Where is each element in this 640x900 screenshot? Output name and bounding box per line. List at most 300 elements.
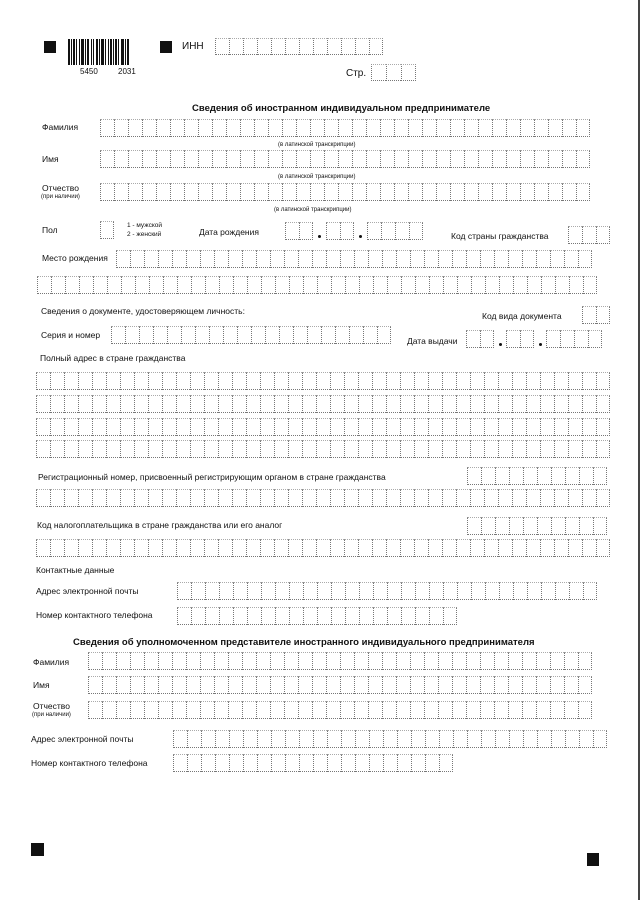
input-cell[interactable] (88, 652, 102, 670)
input-cell[interactable] (128, 150, 142, 168)
input-cell[interactable] (243, 730, 257, 748)
input-cell[interactable] (64, 489, 78, 507)
input-cell[interactable] (443, 607, 457, 625)
input-cell[interactable] (50, 539, 64, 557)
input-cell[interactable] (102, 676, 116, 694)
input-cell[interactable] (212, 119, 226, 137)
input-cell[interactable] (386, 418, 400, 436)
input-cell[interactable] (321, 326, 335, 344)
input-cell[interactable] (170, 150, 184, 168)
input-cell[interactable] (228, 701, 242, 719)
input-cell[interactable] (344, 372, 358, 390)
input-cell[interactable] (254, 119, 268, 137)
input-cell[interactable] (296, 150, 310, 168)
input-cell[interactable] (397, 754, 411, 772)
input-cell[interactable] (492, 183, 506, 201)
input-cell[interactable] (499, 582, 513, 600)
input-cell[interactable] (134, 539, 148, 557)
input-cell[interactable] (268, 119, 282, 137)
input-cell[interactable] (260, 395, 274, 413)
input-cell[interactable] (50, 489, 64, 507)
input-cell[interactable] (201, 730, 215, 748)
input-cell[interactable] (233, 607, 247, 625)
input-cell[interactable] (200, 250, 214, 268)
input-cell[interactable] (302, 489, 316, 507)
input-cell[interactable] (184, 119, 198, 137)
input-cell[interactable] (204, 539, 218, 557)
input-cell[interactable] (256, 250, 270, 268)
input-cell[interactable] (214, 676, 228, 694)
input-cell[interactable] (340, 652, 354, 670)
input-cell[interactable] (536, 652, 550, 670)
input-cell[interactable] (554, 418, 568, 436)
input-cell[interactable] (414, 395, 428, 413)
input-cell[interactable] (481, 730, 495, 748)
input-cell[interactable] (204, 418, 218, 436)
input-cell[interactable] (494, 701, 508, 719)
input-cell[interactable] (209, 326, 223, 344)
doc-type-code-field[interactable] (582, 306, 610, 324)
input-cell[interactable] (172, 701, 186, 719)
input-cell[interactable] (153, 326, 167, 344)
input-cell[interactable] (582, 306, 596, 324)
input-cell[interactable] (130, 250, 144, 268)
input-cell[interactable] (358, 395, 372, 413)
issue-date-month-field[interactable] (506, 330, 534, 348)
input-cell[interactable] (520, 119, 534, 137)
input-cell[interactable] (481, 467, 495, 485)
input-cell[interactable] (513, 582, 527, 600)
input-cell[interactable] (582, 226, 596, 244)
input-cell[interactable] (551, 467, 565, 485)
patronymic-field[interactable] (100, 183, 590, 201)
input-cell[interactable] (523, 467, 537, 485)
input-cell[interactable] (114, 183, 128, 201)
input-cell[interactable] (466, 652, 480, 670)
input-cell[interactable] (204, 489, 218, 507)
input-cell[interactable] (270, 250, 284, 268)
input-cell[interactable] (576, 183, 590, 201)
input-cell[interactable] (331, 607, 345, 625)
input-cell[interactable] (527, 276, 541, 294)
input-cell[interactable] (327, 38, 341, 55)
input-cell[interactable] (102, 701, 116, 719)
input-cell[interactable] (593, 467, 607, 485)
input-cell[interactable] (330, 395, 344, 413)
input-cell[interactable] (92, 440, 106, 458)
input-cell[interactable] (64, 395, 78, 413)
input-cell[interactable] (176, 489, 190, 507)
input-cell[interactable] (512, 372, 526, 390)
input-cell[interactable] (162, 489, 176, 507)
input-cell[interactable] (190, 489, 204, 507)
input-cell[interactable] (64, 418, 78, 436)
input-cell[interactable] (372, 395, 386, 413)
input-cell[interactable] (120, 489, 134, 507)
input-cell[interactable] (578, 701, 592, 719)
input-cell[interactable] (565, 517, 579, 535)
input-cell[interactable] (338, 150, 352, 168)
input-cell[interactable] (270, 652, 284, 670)
input-cell[interactable] (578, 250, 592, 268)
input-cell[interactable] (223, 326, 237, 344)
input-cell[interactable] (456, 489, 470, 507)
input-cell[interactable] (470, 440, 484, 458)
input-cell[interactable] (187, 730, 201, 748)
input-cell[interactable] (214, 652, 228, 670)
input-cell[interactable] (279, 326, 293, 344)
input-cell[interactable] (466, 701, 480, 719)
input-cell[interactable] (508, 701, 522, 719)
input-cell[interactable] (548, 183, 562, 201)
input-cell[interactable] (116, 652, 130, 670)
input-cell[interactable] (506, 150, 520, 168)
input-cell[interactable] (368, 652, 382, 670)
input-cell[interactable] (485, 582, 499, 600)
input-cell[interactable] (200, 701, 214, 719)
input-cell[interactable] (275, 607, 289, 625)
input-cell[interactable] (410, 652, 424, 670)
input-cell[interactable] (569, 276, 583, 294)
input-cell[interactable] (274, 440, 288, 458)
input-cell[interactable] (246, 539, 260, 557)
input-cell[interactable] (285, 754, 299, 772)
input-cell[interactable] (106, 395, 120, 413)
input-cell[interactable] (158, 701, 172, 719)
input-cell[interactable] (330, 418, 344, 436)
input-cell[interactable] (261, 276, 275, 294)
input-cell[interactable] (428, 395, 442, 413)
input-cell[interactable] (233, 276, 247, 294)
input-cell[interactable] (560, 330, 574, 348)
input-cell[interactable] (484, 440, 498, 458)
input-cell[interactable] (177, 276, 191, 294)
input-cell[interactable] (247, 582, 261, 600)
input-cell[interactable] (540, 539, 554, 557)
input-cell[interactable] (495, 730, 509, 748)
input-cell[interactable] (380, 150, 394, 168)
input-cell[interactable] (596, 418, 610, 436)
input-cell[interactable] (271, 754, 285, 772)
input-cell[interactable] (466, 676, 480, 694)
input-cell[interactable] (424, 701, 438, 719)
input-cell[interactable] (214, 250, 228, 268)
input-cell[interactable] (288, 489, 302, 507)
input-cell[interactable] (130, 652, 144, 670)
input-cell[interactable] (366, 150, 380, 168)
input-cell[interactable] (340, 676, 354, 694)
input-cell[interactable] (578, 676, 592, 694)
input-cell[interactable] (144, 701, 158, 719)
input-cell[interactable] (172, 676, 186, 694)
input-cell[interactable] (464, 119, 478, 137)
input-cell[interactable] (226, 119, 240, 137)
input-cell[interactable] (78, 418, 92, 436)
input-cell[interactable] (522, 250, 536, 268)
input-cell[interactable] (541, 276, 555, 294)
input-cell[interactable] (373, 276, 387, 294)
input-cell[interactable] (274, 489, 288, 507)
input-cell[interactable] (288, 372, 302, 390)
input-cell[interactable] (303, 276, 317, 294)
input-cell[interactable] (546, 330, 560, 348)
input-cell[interactable] (522, 701, 536, 719)
input-cell[interactable] (246, 440, 260, 458)
input-cell[interactable] (480, 652, 494, 670)
input-cell[interactable] (439, 754, 453, 772)
input-cell[interactable] (498, 440, 512, 458)
input-cell[interactable] (237, 326, 251, 344)
input-cell[interactable] (409, 222, 423, 240)
input-cell[interactable] (466, 330, 480, 348)
input-cell[interactable] (576, 150, 590, 168)
input-cell[interactable] (246, 395, 260, 413)
input-cell[interactable] (302, 395, 316, 413)
input-cell[interactable] (583, 276, 597, 294)
input-cell[interactable] (111, 326, 125, 344)
input-cell[interactable] (382, 676, 396, 694)
input-cell[interactable] (198, 150, 212, 168)
input-cell[interactable] (565, 730, 579, 748)
input-cell[interactable] (526, 539, 540, 557)
input-cell[interactable] (442, 539, 456, 557)
input-cell[interactable] (298, 676, 312, 694)
input-cell[interactable] (583, 582, 597, 600)
input-cell[interactable] (456, 440, 470, 458)
input-cell[interactable] (316, 440, 330, 458)
input-cell[interactable] (274, 539, 288, 557)
input-cell[interactable] (288, 539, 302, 557)
input-cell[interactable] (400, 418, 414, 436)
input-cell[interactable] (582, 489, 596, 507)
input-cell[interactable] (352, 119, 366, 137)
input-cell[interactable] (120, 539, 134, 557)
input-cell[interactable] (176, 372, 190, 390)
input-cell[interactable] (442, 372, 456, 390)
input-cell[interactable] (562, 150, 576, 168)
input-cell[interactable] (438, 676, 452, 694)
input-cell[interactable] (568, 489, 582, 507)
input-cell[interactable] (232, 539, 246, 557)
input-cell[interactable] (499, 276, 513, 294)
input-cell[interactable] (316, 489, 330, 507)
input-cell[interactable] (536, 250, 550, 268)
input-cell[interactable] (134, 395, 148, 413)
input-cell[interactable] (121, 276, 135, 294)
input-cell[interactable] (324, 150, 338, 168)
input-cell[interactable] (274, 395, 288, 413)
input-cell[interactable] (579, 730, 593, 748)
input-cell[interactable] (568, 395, 582, 413)
input-cell[interactable] (184, 150, 198, 168)
input-cell[interactable] (438, 250, 452, 268)
input-cell[interactable] (201, 754, 215, 772)
input-cell[interactable] (120, 440, 134, 458)
input-cell[interactable] (298, 701, 312, 719)
input-cell[interactable] (106, 489, 120, 507)
input-cell[interactable] (219, 607, 233, 625)
input-cell[interactable] (341, 754, 355, 772)
input-cell[interactable] (383, 754, 397, 772)
input-cell[interactable] (467, 467, 481, 485)
input-cell[interactable] (386, 395, 400, 413)
input-cell[interactable] (512, 418, 526, 436)
input-cell[interactable] (247, 276, 261, 294)
input-cell[interactable] (508, 250, 522, 268)
input-cell[interactable] (268, 150, 282, 168)
input-cell[interactable] (219, 276, 233, 294)
input-cell[interactable] (50, 395, 64, 413)
input-cell[interactable] (229, 754, 243, 772)
input-cell[interactable] (341, 730, 355, 748)
input-cell[interactable] (512, 489, 526, 507)
input-cell[interactable] (555, 582, 569, 600)
input-cell[interactable] (508, 652, 522, 670)
input-cell[interactable] (414, 372, 428, 390)
input-cell[interactable] (148, 489, 162, 507)
input-cell[interactable] (372, 539, 386, 557)
input-cell[interactable] (596, 395, 610, 413)
input-cell[interactable] (240, 183, 254, 201)
rep-surname-field[interactable] (88, 652, 592, 670)
input-cell[interactable] (467, 517, 481, 535)
input-cell[interactable] (219, 582, 233, 600)
input-cell[interactable] (429, 582, 443, 600)
input-cell[interactable] (396, 250, 410, 268)
input-cell[interactable] (100, 183, 114, 201)
input-cell[interactable] (229, 38, 243, 55)
input-cell[interactable] (509, 730, 523, 748)
inn-field[interactable] (215, 38, 383, 55)
input-cell[interactable] (187, 754, 201, 772)
input-cell[interactable] (414, 440, 428, 458)
input-cell[interactable] (275, 582, 289, 600)
input-cell[interactable] (158, 652, 172, 670)
input-cell[interactable] (371, 64, 386, 81)
input-cell[interactable] (394, 150, 408, 168)
input-cell[interactable] (338, 183, 352, 201)
input-cell[interactable] (382, 652, 396, 670)
input-cell[interactable] (478, 119, 492, 137)
input-cell[interactable] (422, 119, 436, 137)
input-cell[interactable] (424, 652, 438, 670)
input-cell[interactable] (313, 754, 327, 772)
input-cell[interactable] (317, 276, 331, 294)
input-cell[interactable] (450, 150, 464, 168)
input-cell[interactable] (50, 418, 64, 436)
birthplace-field-row2[interactable] (37, 276, 597, 294)
input-cell[interactable] (79, 276, 93, 294)
input-cell[interactable] (116, 676, 130, 694)
input-cell[interactable] (316, 418, 330, 436)
input-cell[interactable] (313, 730, 327, 748)
input-cell[interactable] (550, 652, 564, 670)
input-cell[interactable] (484, 489, 498, 507)
input-cell[interactable] (324, 183, 338, 201)
input-cell[interactable] (395, 222, 409, 240)
input-cell[interactable] (401, 276, 415, 294)
input-cell[interactable] (576, 119, 590, 137)
input-cell[interactable] (358, 372, 372, 390)
input-cell[interactable] (537, 730, 551, 748)
input-cell[interactable] (148, 395, 162, 413)
input-cell[interactable] (540, 440, 554, 458)
input-cell[interactable] (116, 250, 130, 268)
input-cell[interactable] (492, 119, 506, 137)
input-cell[interactable] (470, 372, 484, 390)
input-cell[interactable] (330, 372, 344, 390)
input-cell[interactable] (344, 418, 358, 436)
input-cell[interactable] (512, 440, 526, 458)
input-cell[interactable] (100, 150, 114, 168)
input-cell[interactable] (506, 119, 520, 137)
input-cell[interactable] (541, 582, 555, 600)
input-cell[interactable] (355, 754, 369, 772)
input-cell[interactable] (582, 440, 596, 458)
input-cell[interactable] (232, 395, 246, 413)
input-cell[interactable] (134, 372, 148, 390)
input-cell[interactable] (366, 183, 380, 201)
input-cell[interactable] (190, 395, 204, 413)
input-cell[interactable] (442, 489, 456, 507)
input-cell[interactable] (522, 652, 536, 670)
input-cell[interactable] (64, 440, 78, 458)
input-cell[interactable] (394, 183, 408, 201)
input-cell[interactable] (509, 467, 523, 485)
input-cell[interactable] (396, 676, 410, 694)
rep-patronymic-field[interactable] (88, 701, 592, 719)
input-cell[interactable] (158, 676, 172, 694)
input-cell[interactable] (394, 119, 408, 137)
input-cell[interactable] (284, 250, 298, 268)
input-cell[interactable] (260, 489, 274, 507)
input-cell[interactable] (198, 119, 212, 137)
input-cell[interactable] (36, 418, 50, 436)
input-cell[interactable] (50, 372, 64, 390)
input-cell[interactable] (181, 326, 195, 344)
input-cell[interactable] (167, 326, 181, 344)
input-cell[interactable] (513, 276, 527, 294)
input-cell[interactable] (144, 676, 158, 694)
input-cell[interactable] (285, 222, 299, 240)
input-cell[interactable] (480, 676, 494, 694)
input-cell[interactable] (387, 276, 401, 294)
input-cell[interactable] (415, 607, 429, 625)
input-cell[interactable] (492, 150, 506, 168)
input-cell[interactable] (162, 418, 176, 436)
input-cell[interactable] (120, 418, 134, 436)
input-cell[interactable] (327, 730, 341, 748)
birthdate-month-field[interactable] (326, 222, 354, 240)
input-cell[interactable] (205, 582, 219, 600)
input-cell[interactable] (120, 372, 134, 390)
input-cell[interactable] (498, 372, 512, 390)
input-cell[interactable] (386, 539, 400, 557)
input-cell[interactable] (568, 418, 582, 436)
input-cell[interactable] (156, 119, 170, 137)
input-cell[interactable] (156, 183, 170, 201)
input-cell[interactable] (593, 730, 607, 748)
input-cell[interactable] (271, 730, 285, 748)
input-cell[interactable] (523, 517, 537, 535)
input-cell[interactable] (512, 539, 526, 557)
input-cell[interactable] (135, 276, 149, 294)
input-cell[interactable] (481, 517, 495, 535)
input-cell[interactable] (596, 539, 610, 557)
input-cell[interactable] (106, 440, 120, 458)
surname-field[interactable] (100, 119, 590, 137)
reg-number-field-row2[interactable] (36, 489, 610, 507)
